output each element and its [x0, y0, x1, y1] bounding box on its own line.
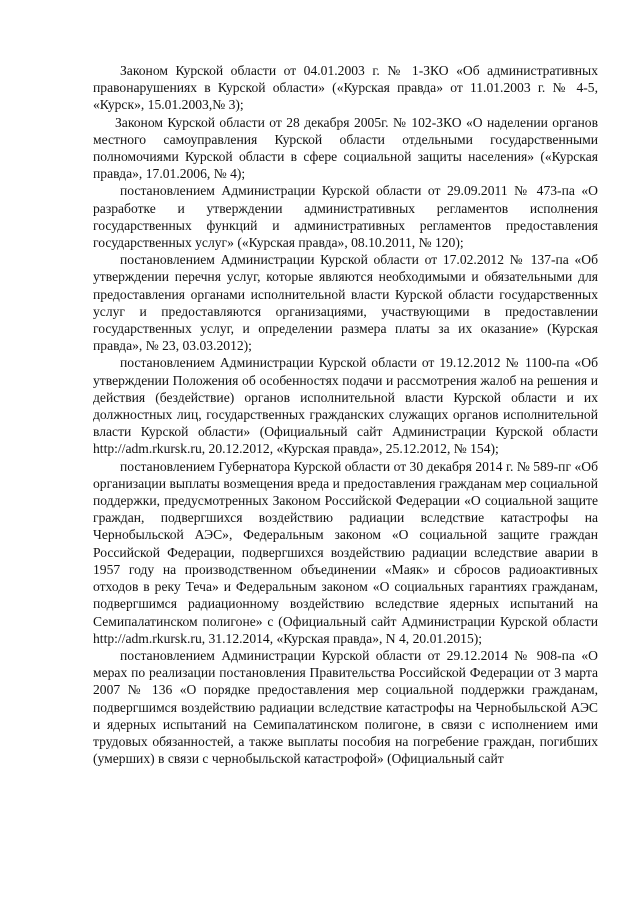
paragraph-law-social-protection-powers: Законом Курской области от 28 декабря 2005г. № 102-ЗКО «О наделении органов местного самоуправления Курской области отдельными государственными полномочиями Курской области в сфере социальной защиты населения» («Курская правда», 17.01.2006, № 4); — [93, 114, 598, 182]
paragraph-law-administrative-offenses: Законом Курской области от 04.01.2003 г. № 1-ЗКО «Об административных правонарушениях в Курской области» («Курская правда» от 11.01.2003 г. № 4-5, «Курск», 15.01.2003,№ 3); — [93, 63, 598, 113]
paragraph-resolution-1100-pa: постановлением Администрации Курской области от 19.12.2012 № 1100-па «Об утверждении Положения об особенностях подачи и рассмотрения жалоб на решения и действия (бездействие) органов исполнительной власти Курской области и их должностных лиц, государственных гражданских служащих органов исполнительной власти Курской области» (Официальный сайт Администрации Курской области http://adm.rkursk.ru, 20.12.2012, «Курская правда», 25.12.2012, № 154); — [93, 355, 598, 457]
paragraph-governor-resolution-589-pg: постановлением Губернатора Курской области от 30 декабря 2014 г. № 589-пг «Об организации выплаты возмещения вреда и предоставления гражданам мер социальной поддержки, предусмотренных Законом Российской Федерации «О социальной защите граждан, подвергшихся воздействию радиации вследствие катастрофы на Чернобыльской АЭС», Федеральным законом «О социальной защите граждан Российской Федерации, подвергшихся воздействию радиации вследствие аварии в 1957 году на производственном объединении «Маяк» и сбросов радиоактивных отходов в реку Теча» и Федеральным законом «О социальных гарантиях гражданам, подвергшимся радиационному воздействию вследствие ядерных испытаний на Семипалатинском полигоне» с (Официальный сайт Администрации Курской области http://adm.rkursk.ru, 31.12.2014, «Курская правда», N 4, 20.01.2015); — [93, 458, 598, 646]
paragraph-resolution-473-pa: постановлением Администрации Курской области от 29.09.2011 № 473-па «О разработке и утверждении административных регламентов исполнения государственных функций и административных регламентов предоставления государственных услуг» («Курская правда», 08.10.2011, № 120); — [93, 183, 598, 251]
paragraph-resolution-137-pa: постановлением Администрации Курской области от 17.02.2012 № 137-па «Об утверждении перечня услуг, которые являются необходимыми и обязательными для предоставления органами исполнительной власти Курской области государственных услуг и предоставляются организациями, участвующими в предоставлении государственных услуг, и определении размера платы за их оказание» (Курская правда», № 23, 03.03.2012); — [93, 252, 598, 354]
paragraph-resolution-908-pa: постановлением Администрации Курской области от 29.12.2014 № 908-па «О мерах по реализации постановления Правительства Российской Федерации от 3 марта 2007 № 136 «О порядке предоставления мер социальной поддержки гражданам, подвергшимся воздействию радиации вследствие катастрофы на Чернобыльской АЭС и ядерных испытаний на Семипалатинском полигоне, в связи с исполнением ими трудовых обязанностей, а также выплаты пособия на погребение граждан, погибших (умерших) в связи с чернобыльской катастрофой» (Официальный сайт — [93, 647, 598, 767]
